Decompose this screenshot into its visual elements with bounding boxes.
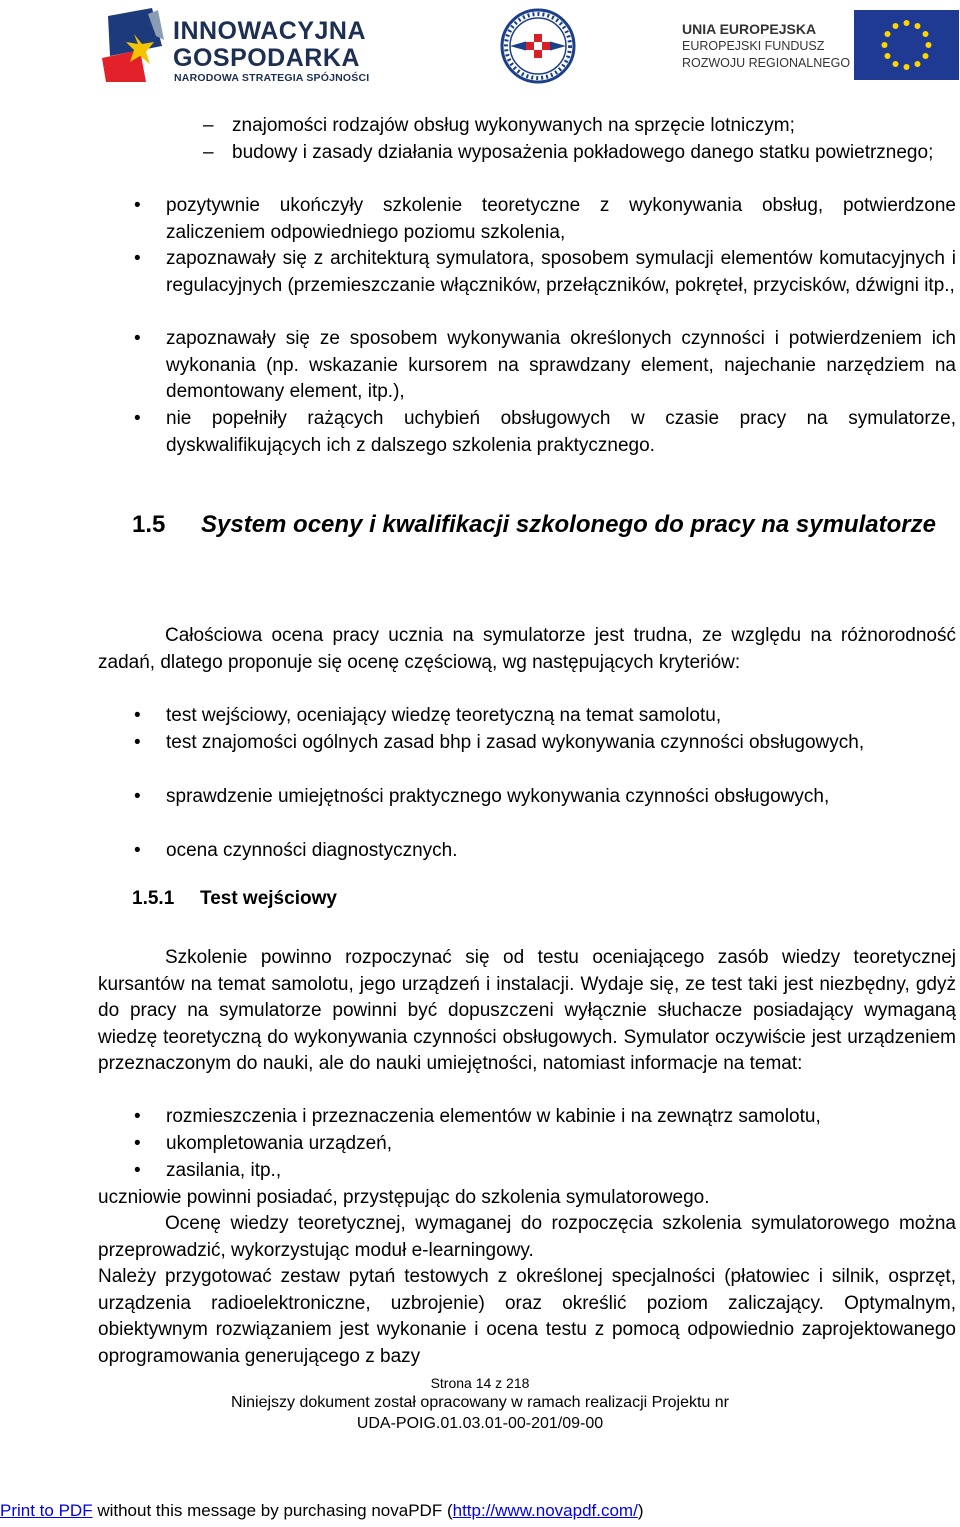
- page-number: Strona 14 z 218: [430, 1375, 530, 1391]
- novapdf-closing: ): [637, 1501, 644, 1520]
- eu-fund-logo: [682, 10, 960, 80]
- novapdf-watermark: [0, 1500, 643, 1522]
- logo-left-line1: INNOWACYJNA: [173, 17, 367, 45]
- footer-project-line: Niniejszy dokument został opracowany w ramach realizacji Projektu nr: [231, 1394, 729, 1411]
- criteria-list-item: ocena czynności diagnostycznych.: [166, 840, 458, 861]
- eu-logo-line1: UNIA EUROPEJSKA: [682, 21, 817, 37]
- subsection-list-item: zasilania, itp.,: [166, 1160, 282, 1181]
- bullet-marker: •: [134, 1160, 141, 1181]
- bullet-marker: •: [134, 786, 141, 807]
- subsection-heading: [132, 886, 337, 912]
- logo-left-line2: GOSPODARKA: [173, 44, 360, 72]
- novapdf-url-link[interactable]: http://www.novapdf.com/: [452, 1501, 638, 1520]
- section-number: 1.5: [132, 511, 166, 538]
- air-force-institute-seal-icon: [500, 8, 576, 84]
- subsection-list-item: ukompletowania urządzeń,: [166, 1133, 393, 1154]
- bullet-marker: •: [134, 1133, 141, 1154]
- criteria-list-item: test znajomości ogólnych zasad bhp i zasad wykonywania czynności obsługowych,: [166, 732, 865, 753]
- dash-marker: –: [203, 115, 214, 136]
- bullet-list-item: zapoznawały się ze sposobem wykonywania określonych czynności i potwierdzeniem ich wykonania (np. wskazanie kursorem na sprawdzany element, najechanie narzędziem na demontowany element, itp.),: [166, 328, 956, 402]
- page-header: [0, 0, 960, 88]
- dash-marker: –: [203, 142, 214, 163]
- dash-list-item: znajomości rodzajów obsług wykonywanych na sprzęcie lotniczym;: [232, 115, 795, 136]
- bullet-marker: •: [134, 408, 141, 429]
- section-title: System oceny i kwalifikacji szkolonego do pracy na symulatorze: [201, 511, 936, 538]
- bullet-marker: •: [134, 248, 141, 269]
- subsection-paragraph-1: Szkolenie powinno rozpoczynać się od testu oceniającego zasób wiedzy teoretycznej kursantów na temat samolotu, jego urządzeń i instalacji. Wydaje się, ze test taki jest niezbędny, gdyż do pracy na symulatorze powinni być dopuszczeni wyłącznie słuchacze posiadający wymaganą wiedzę teoretyczną do wykonywania czynności obsługowych. Symulator oczywiście jest urządzeniem przeznaczonym do nauki, ale do nauki umiejętności, natomiast informacje na temat:: [98, 947, 956, 1074]
- subsection-paragraph-4: Należy przygotować zestaw pytań testowych z określonej specjalności (płatowiec i silnik, osprzęt, urządzenia radioelektroniczne, uzbrojenie) oraz określić poziom zaliczający. Optymalnym, obiektywnym rozwiązaniem jest wykonanie i ocena testu z pomocą odpowiednio zaprojektowanego oprogramowania generującego z bazy: [98, 1266, 956, 1367]
- subsection-title: Test wejściowy: [200, 888, 337, 909]
- bullet-marker: •: [134, 328, 141, 349]
- novapdf-message: without this message by purchasing novaPDF (: [92, 1501, 453, 1520]
- subsection-paragraph-2: uczniowie powinni posiadać, przystępując do szkolenia symulatorowego.: [98, 1187, 710, 1208]
- subsection-list-item: rozmieszczenia i przeznaczenia elementów w kabinie i na zewnątrz samolotu,: [166, 1106, 821, 1127]
- eu-logo-line3: ROZWOJU REGIONALNEGO: [682, 56, 851, 70]
- bullet-marker: •: [134, 195, 141, 216]
- innowacyjna-gospodarka-mark-icon: [100, 6, 170, 84]
- innowacyjna-gospodarka-logo: [100, 6, 370, 84]
- bullet-marker: •: [134, 732, 141, 753]
- bullet-marker: •: [134, 705, 141, 726]
- eu-logo-line2: EUROPEJSKI FUNDUSZ: [682, 39, 825, 53]
- bullet-marker: •: [134, 1106, 141, 1127]
- bullet-list-item: nie popełniły rażących uchybień obsługowych w czasie pracy na symulatorze, dyskwalifikujących ich z dalszego szkolenia praktycznego.: [166, 408, 956, 456]
- logo-left-line3: NARODOWA STRATEGIA SPÓJNOŚCI: [174, 72, 370, 84]
- section-intro-paragraph: Całościowa ocena pracy ucznia na symulatorze jest trudna, ze względu na różnorodność zadań, dlatego proponuje się ocenę częściową, wg następujących kryteriów:: [98, 625, 956, 673]
- subsection-number: 1.5.1: [132, 888, 175, 909]
- eu-flag-icon: [854, 10, 959, 80]
- bullet-list-item: zapoznawały się z architekturą symulatora, sposobem symulacji elementów komutacyjnych i regulacyjnych (przemieszczanie włączników, przełączników, pokręteł, przycisków, dźwigni itp.,: [166, 248, 956, 296]
- subsection-paragraph-3: Ocenę wiedzy teoretycznej, wymaganej do rozpoczęcia szkolenia symulatorowego można przeprowadzić, wykorzystując moduł e-learningowy.: [98, 1213, 956, 1261]
- footer-project-code: UDA-POIG.01.03.01-00-201/09-00: [356, 1415, 604, 1432]
- criteria-list-item: test wejściowy, oceniający wiedzę teoretyczną na temat samolotu,: [166, 705, 722, 726]
- bullet-marker: •: [134, 840, 141, 861]
- dash-list-item: budowy i zasady działania wyposażenia pokładowego danego statku powietrznego;: [232, 142, 934, 163]
- criteria-list-item: sprawdzenie umiejętności praktycznego wykonywania czynności obsługowych,: [166, 786, 830, 807]
- bullet-list-item: pozytywnie ukończyły szkolenie teoretyczne z wykonywania obsług, potwierdzone zaliczeniem odpowiedniego poziomu szkolenia,: [166, 195, 956, 243]
- print-to-pdf-link[interactable]: Print to PDF: [0, 1501, 93, 1520]
